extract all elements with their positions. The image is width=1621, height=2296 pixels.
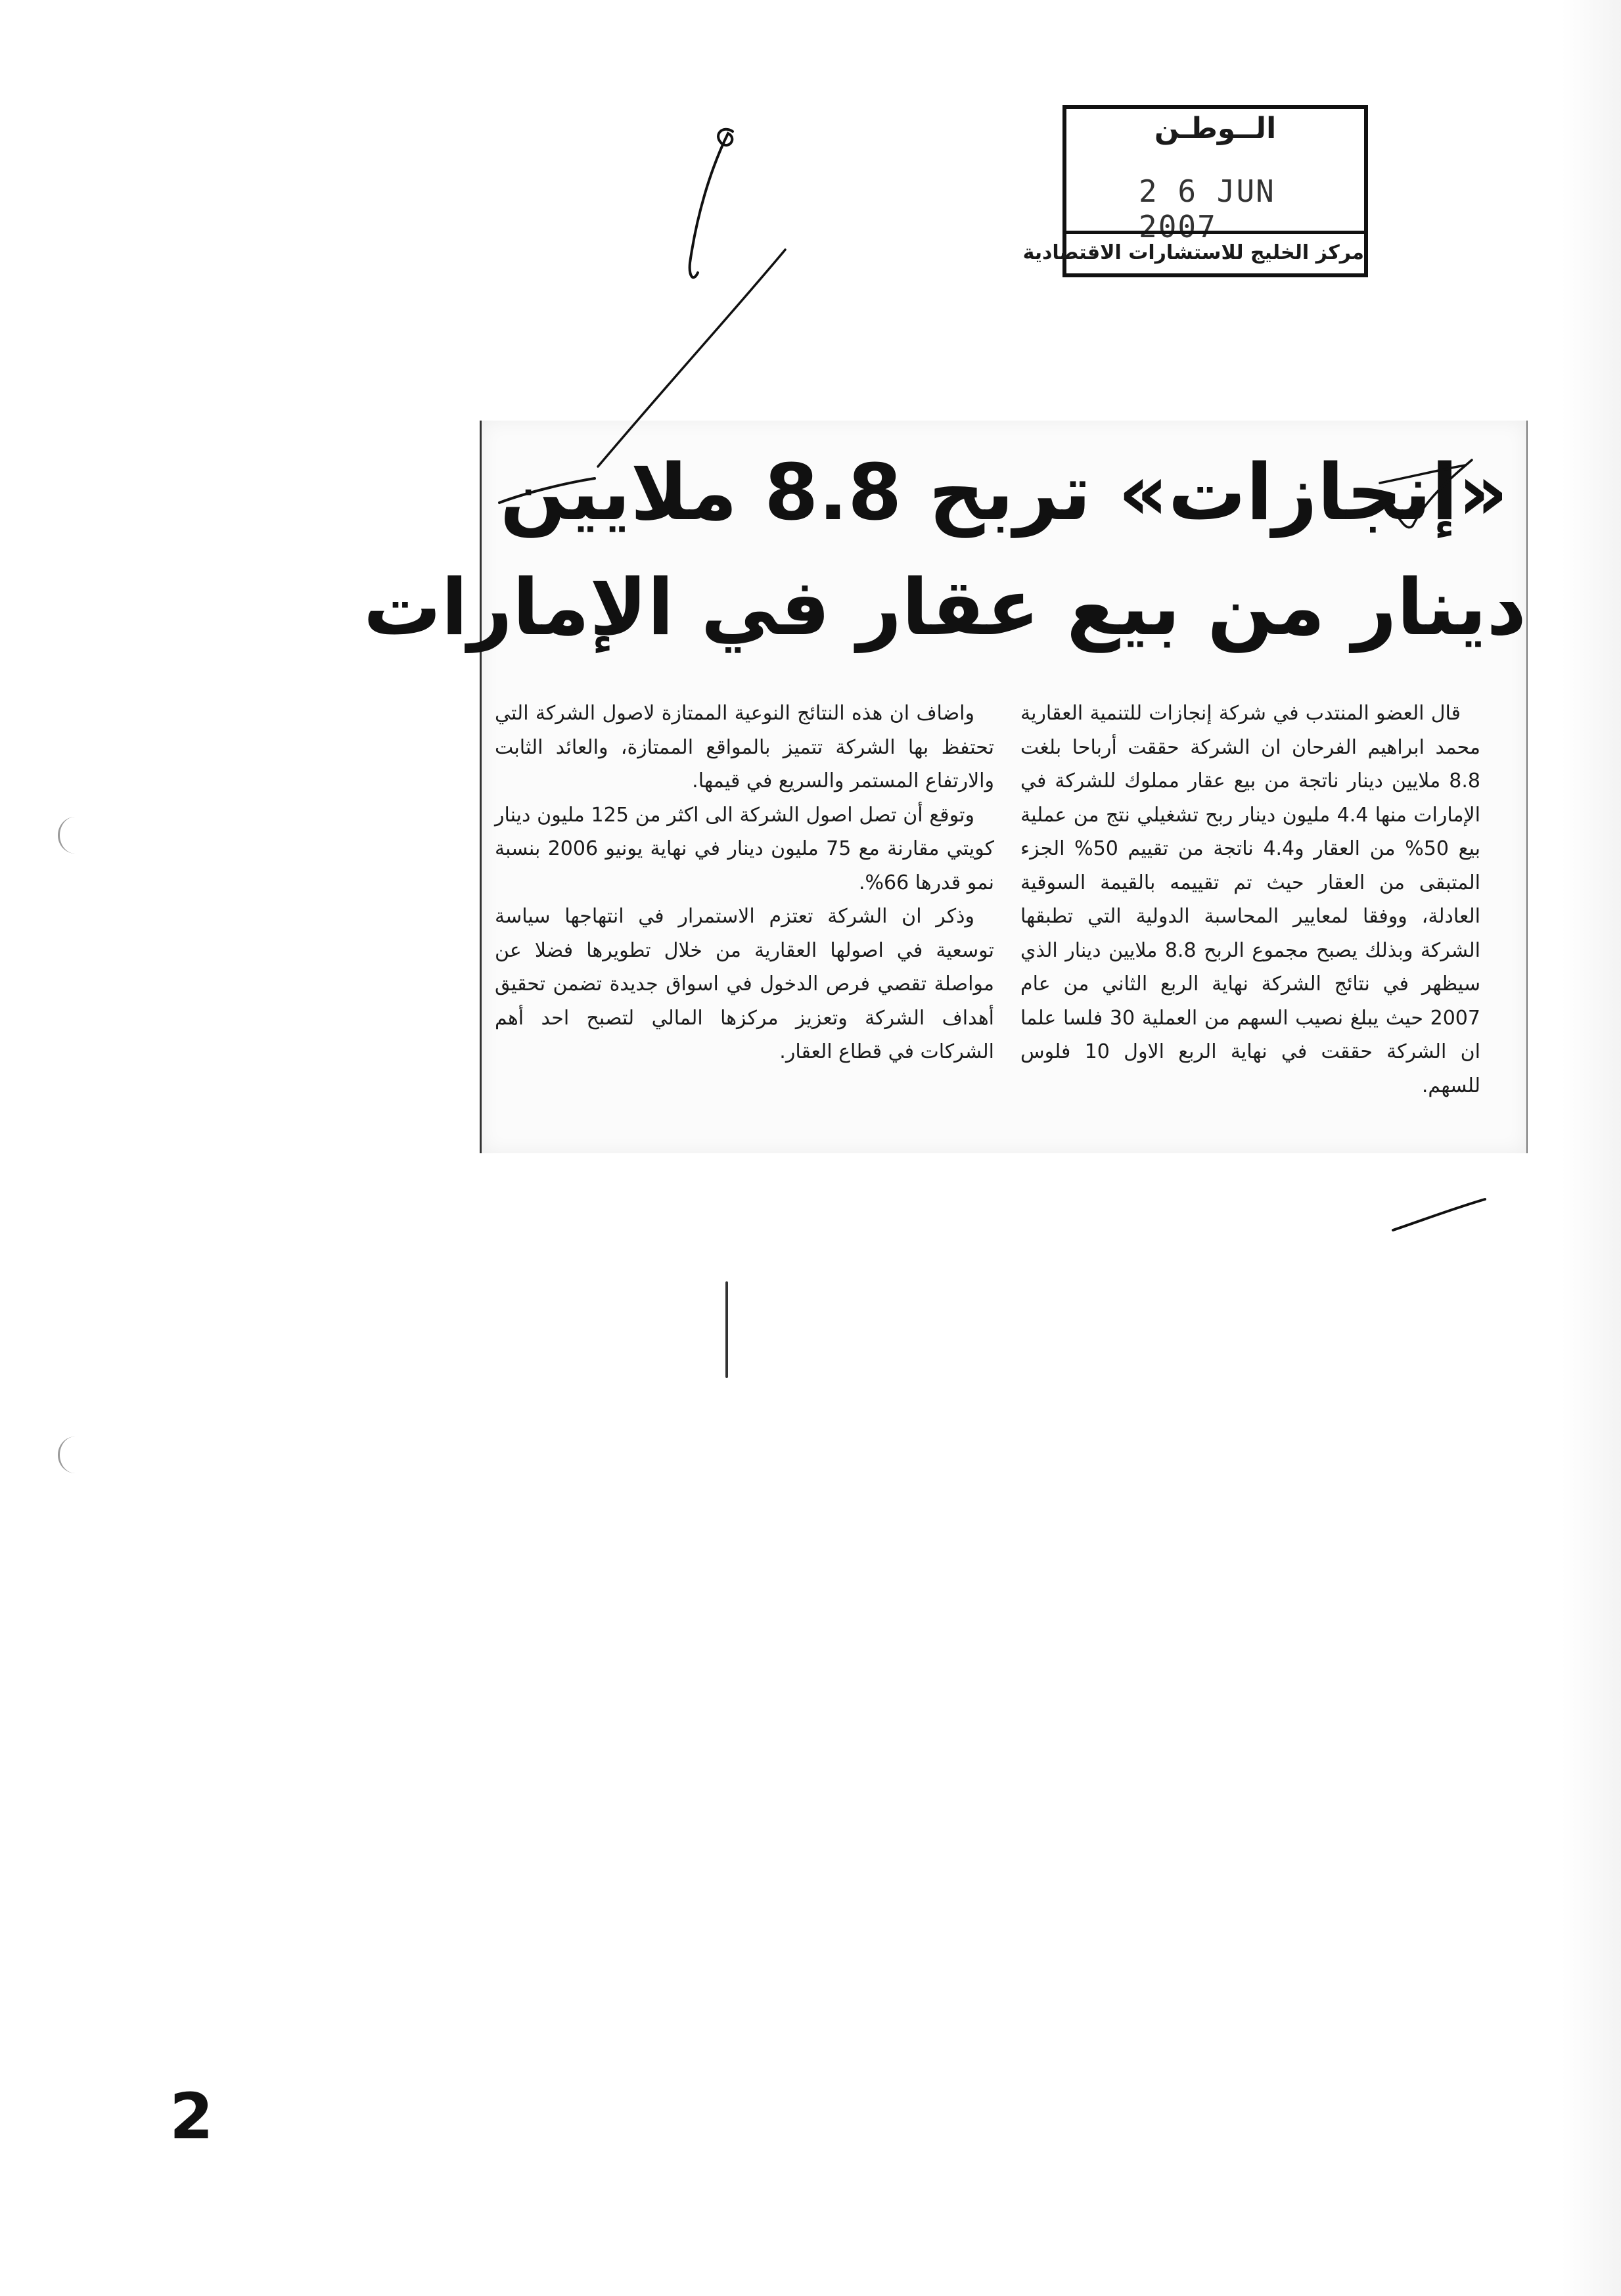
headline-line-1: «إنجازات» تربح 8.8 ملايين [499,447,1509,538]
pen-diagonal-stroke [598,250,785,467]
stamp-date: 2 6 JUN 2007 [1139,173,1275,244]
stamp-newspaper-name: الــوطـن [1154,112,1277,145]
pen-dash-left-of-headline [499,478,595,503]
pen-dash-below-article [1393,1199,1485,1230]
paragraph: قال العضو المنتدب في شركة إنجازات للتنمية العقارية محمد ابراهيم الفرحان ان الشركة حققت أرباحا بلغت 8.8 ملايين دينار ناتجة من بيع عقار مملوك للشركة في الإمارات منها 4.4 مليون دينار ربح تشغيلي نتج من عملية بيع 50% من العقار و4.4 ناتجة من تقييم 50% الجزء المتبقى من العقار حيث تم تقييمه بالقيمة السوقية العادلة، ووفقا لمعايير المحاسبة الدولية التي تطبقها الشركة وبذلك يصبح مجموع الربح 8.8 ملايين دينار الذي سيظهر في نتائج الشركة نهاية الربع الثاني من عام 2007 حيث يبلغ نصيب السهم من العملية 30 فلسا علما ان الشركة حققت في نهاية الربع الاول 10 فلوس للسهم. [1020,702,1481,1097]
paragraph: وذكر ان الشركة تعتزم الاستمرار في انتهاجها سياسة توسعية في اصولها العقارية من خلال تطويرها فضلا عن مواصلة تقصي فرص الدخول في اسواق جديدة تضمن تحقيق أهداف الشركة وتعزيز مركزها المالي لتصبح احد أهم الشركات في قطاع العقار. [495,905,994,1063]
paragraph: وتوقع أن تصل اصول الشركة الى اكثر من 125 مليون دينار كويتي مقارنة مع 75 مليون دينار في نهاية يونيو 2006 بنسبة نمو قدرها 66%. [495,803,994,894]
paragraph: واضاف ان هذه النتائج النوعية الممتازة لاصول الشركة التي تحتفظ بها الشركة تتميز بالمواقع الممتازة، والعائد الثابت والارتفاع المستمر والسريع في قيمها. [495,702,994,792]
pen-squiggle-mark [690,129,733,277]
page-number: 2 [170,2080,214,2153]
stamp-footer: مركز الخليج للاستشارات الاقتصادية [1066,231,1364,273]
headline-line-2: دينار من بيع عقار في الإمارات [363,562,1526,653]
pen-check-mark [1380,460,1472,528]
